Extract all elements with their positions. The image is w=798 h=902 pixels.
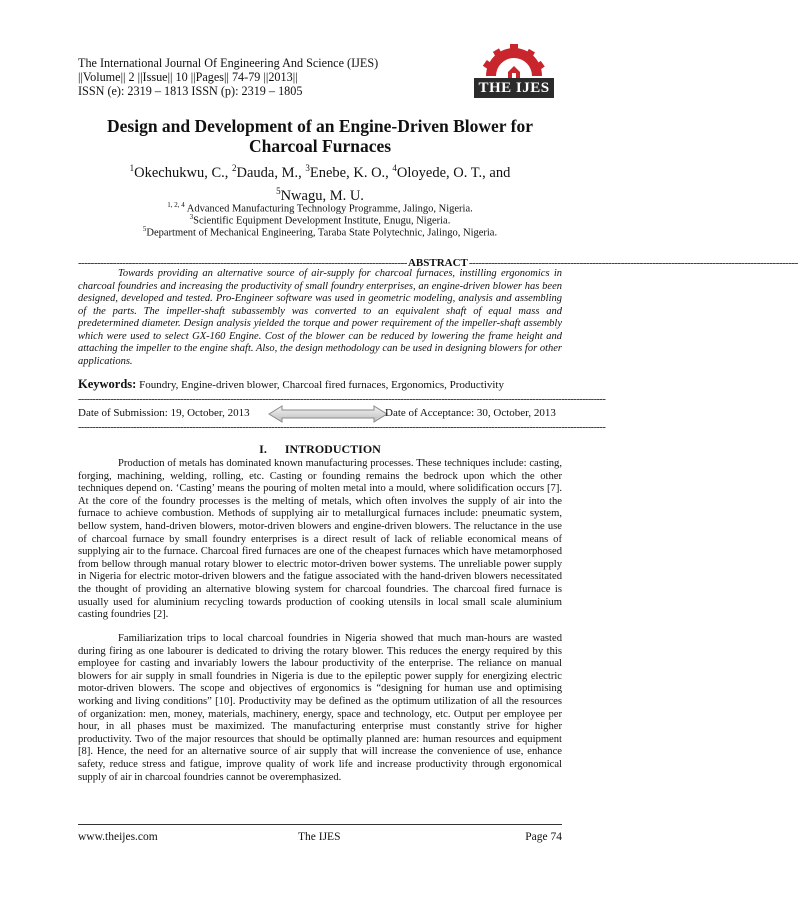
double-arrow-icon (268, 405, 388, 423)
author-name: Okechukwu, C., (134, 164, 232, 181)
journal-logo (468, 32, 560, 102)
keywords-label: Keywords: (78, 377, 137, 391)
keywords (78, 378, 562, 392)
footer-journal: The IJES (298, 831, 341, 843)
author-sup: 3 (305, 163, 310, 173)
affiliation-text: Scientific Equipment Development Institute, Enugu, Nigeria. (193, 215, 451, 227)
intro-paragraph-1: Production of metals has dominated known manufacturing processes. These techniques include: casting, forging, machining, welding, rolling, etc. Casting or founding remains the bedrock upon which the other techniques depend on. ‘Casting’ means the pouring of molten metal into a mould, where solidification occurs [7]. At the core of the foundry processes is the melting of metals, which often involves the supply of air into the furnace to achieve combustion. Methods of supplying air to metallurgical furnaces include: pneumatic system, bellow system, hand-driven blowers, motor-driven blowers and engine-driven blowers. The reluctance in the use of charcoal furnace by small foundry enterprises is a direct result of lack of reliable economical means of supplying air to the furnace. Charcoal fired furnaces are one of the cheapest furnaces which have metamorphosed from bellow through manual rotary blower to electric motor-driven bower systems. The unreliable power supply in Nigeria for electric motor-driven blowers and the fatigue associated with the hand-driven blowers necessitated the thought of providing an alternative blowing system for charcoal foundries. The charcoal fired furnace is usually used for aluminium recycling towards production of cooking utensils in local small scale aluminium casting foundries [2]. (78, 458, 562, 621)
issn-line: ISSN (e): 2319 – 1813 ISSN (p): 2319 – 1805 (78, 84, 303, 98)
footer-website: www.theijes.com (78, 831, 158, 843)
author-name: Oloyede, O. T., and (396, 164, 511, 181)
divider-dashes: ------------------------------------------------------------------------------------------------------------------------------------------------------------------------------------ (78, 394, 606, 405)
acceptance-date: Date of Acceptance: 30, October, 2013 (385, 407, 556, 419)
divider-dashes: ------------------------------------------------------------------------------------------------------------------------------------------------------------------------------------ (78, 422, 606, 433)
journal-name: The International Journal Of Engineering And Science (IJES) (78, 56, 379, 70)
footer-page-number: Page 74 (525, 831, 562, 843)
author-sup: 2 (232, 163, 237, 173)
abstract-label: ABSTRACT (407, 257, 468, 269)
author-sup: 5 (276, 185, 281, 196)
issue-line: ||Volume|| 2 ||Issue|| 10 ||Pages|| 74-79 ||2013|| (78, 70, 298, 84)
rule-dashes: -------------------------------------------------------------------------------------------------------- (468, 257, 798, 269)
author-name: Nwagu, M. U. (280, 187, 364, 204)
affiliation-sup: 3 (189, 213, 194, 221)
section-heading (78, 442, 562, 457)
author-name: Dauda, M., (236, 164, 306, 181)
affiliation-text: Department of Mechanical Engineering, Taraba State Polytechnic, Jalingo, Nigeria. (146, 227, 498, 239)
author-list (90, 160, 550, 205)
author-sup: 1 (129, 163, 135, 173)
author-line-1 (90, 160, 550, 182)
intro-paragraph-2: Familiarization trips to local charcoal foundries in Nigeria showed that much man-hours are wasted during firing as one labourer is dedicated to driving the rotary blower. This reduces the energy required by this employee for casting and invariably lowers the labour productivity of the enterprise. The reliance on manual blowers for air supply in small foundries in Nigeria is due to the epileptic power supply for energizing electric motor-driven blowers. The scope and objectives of ergonomics is “designing for human use and optimising working and living conditions” [10]. Productivity may be defined as the optimum utilization of all the resources of organization: men, money, materials, machinery, energy, space and technology, etc. Output per employee per hour, in all phases must be maximized. The manufacturing enterprise must constantly strive for higher productivity. Two of the major resources that should be optimally planned are: human resources and equipment [8]. Hence, the need for an alternative source of air supply that will increase the convenience of use, enhance safety, reduce stress and fatigue, improve quality of work life and increase productivity through ergonomical supply of air in charcoal foundries cannot be overemphasized. (78, 633, 562, 783)
section-number: I. (259, 442, 267, 456)
submission-date: Date of Submission: 19, October, 2013 (78, 407, 250, 419)
abstract-text: Towards providing an alternative source of air-supply for charcoal furnaces, instilling ergonomics in charcoal foundries and increasing the productivity of small foundry enterprises, an engine-driven blower has been designed, developed and tested. Pro-Engineer software was used in geometric modeling, analysis and assembling of the parts. The impeller-shaft subassembly was converted to an equivalent shaft of equal mass and predetermined diameter. Design analysis yielded the torque and power requirement of the impeller-shaft assembly which were used to select GX-160 Engine. Cost of the blower can be reduced by lowering the frame height and attaching the impeller to the engine shaft. Also, the design methodology can be used in designing blowers for other applications. (78, 268, 562, 367)
author-name: Enebe, K. O., (309, 164, 393, 181)
logo-text: THE IJES (478, 80, 550, 96)
dates-row (78, 405, 562, 423)
footer-rule (78, 824, 562, 825)
paper-title: Design and Development of an Engine-Driven Blower for Charcoal Furnaces (107, 116, 533, 156)
affiliation-sup: 5 (142, 225, 147, 233)
rule-dashes: -------------------------------------------------------------------------------------------------------- (78, 257, 407, 269)
keywords-text: Foundry, Engine-driven blower, Charcoal fired furnaces, Ergonomics, Productivity (136, 379, 504, 391)
affiliation (90, 223, 550, 240)
affiliation-text: Advanced Manufacturing Technology Programme, Jalingo, Nigeria. (186, 203, 473, 215)
section-title: INTRODUCTION (284, 442, 381, 456)
author-sup: 4 (392, 163, 397, 173)
affiliation-sup: 1, 2, 4 (167, 201, 185, 209)
